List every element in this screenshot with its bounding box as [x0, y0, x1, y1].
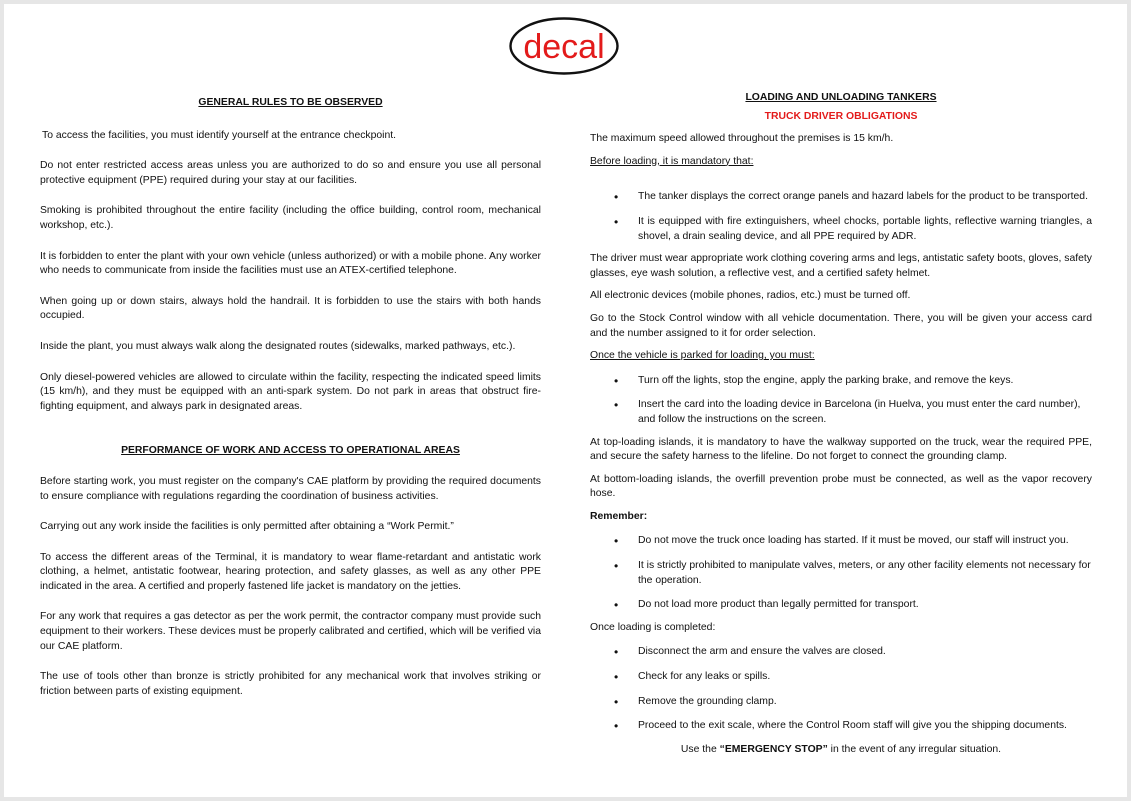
emergency-pre-text: Use the — [680, 743, 720, 755]
list-item: • Check for any leaks or spills. — [590, 670, 1092, 685]
remember-list — [590, 534, 1092, 612]
list-item: • Turn off the lights, stop the engine, apply the parking brake, and remove the keys. — [590, 374, 1092, 389]
list-item: • Do not move the truck once loading has started. If it must be moved, our staff will instruct you. — [590, 534, 1092, 549]
right-column — [590, 91, 1092, 757]
work-heading: PERFORMANCE OF WORK AND ACCESS TO OPERATIONAL AREAS — [121, 445, 460, 457]
rule-ppe-terminal: To access the different areas of the Terminal, it is mandatory to wear flame-retardant and antistatic work clothing, a helmet, antistatic footwear, hearing protection, and safety glasses, as well as any other PPE indicated in the area. A certified and properly fastened life jacket is mandatory on the jetties. — [40, 551, 541, 592]
stock-control-text: Go to the Stock Control window with all vehicle documentation. There, you will be given your access card and the number assigned to it for order selection. — [590, 312, 1092, 339]
driver-clothing-text: The driver must wear appropriate work clothing covering arms and legs, antistatic safety boots, gloves, safety glasses, eye wash solution, a reflective vest, and a certified safety helmet. — [590, 253, 1092, 279]
once-parked-list — [590, 374, 1092, 428]
list-item: • Insert the card into the loading device in Barcelona (in Huelva, you must enter the card number), and follow the instructions on the screen. — [590, 398, 1092, 427]
loading-completed-label: Once loading is completed: — [590, 621, 716, 633]
list-item: • The tanker displays the correct orange panels and hazard labels for the product to be transported. — [590, 190, 1092, 205]
before-loading-label: Before loading, it is mandatory that: — [590, 155, 754, 167]
speed-limit-text: The maximum speed allowed throughout the premises is 15 km/h. — [590, 133, 894, 145]
list-item: • Proceed to the exit scale, where the Control Room staff will give you the shipping documents. — [590, 719, 1092, 734]
rule-smoking: Smoking is prohibited throughout the entire facility (including the office building, control room, mechanical workshop, etc.). — [40, 205, 541, 231]
rule-walkways: Inside the plant, you must always walk along the designated routes (sidewalks, marked pathways, etc.). — [40, 340, 516, 352]
rule-restricted-areas: Do not enter restricted access areas unless you are authorized to do so and ensure you use all personal protective equipment (PPE) required during your stay at our facilities. — [40, 160, 541, 186]
emergency-post-text: in the event of any irregular situation. — [827, 743, 1002, 755]
list-item: • Remove the grounding clamp. — [590, 695, 1092, 710]
rule-diesel-vehicles: Only diesel-powered vehicles are allowed to circulate within the facility, respecting the indicated speed limits (15 km/h), and they must be equipped with an anti-spark system. Do not park in areas that obstruct fire-fighting equipment, and always park in designated areas. — [40, 371, 541, 412]
remember-label: Remember: — [590, 510, 648, 522]
list-item: • Disconnect the arm and ensure the valves are closed. — [590, 645, 1092, 660]
rule-gas-detector: For any work that requires a gas detector as per the work permit, the contractor company must provide such equipment to their workers. These devices must be properly calibrated and certified, which will be verified via our CAE platform. — [40, 611, 541, 652]
tankers-heading: LOADING AND UNLOADING TANKERS — [745, 92, 937, 103]
rule-vehicle-phone: It is forbidden to enter the plant with your own vehicle (unless authorized) or with a mobile phone. Any worker who needs to communicate from inside the facilities must use an ATEX-certified telephone. — [40, 250, 541, 277]
list-item: • It is strictly prohibited to manipulate valves, meters, or any other facility elements not necessary for the operation. — [590, 559, 1092, 588]
top-loading-text: At top-loading islands, it is mandatory to have the walkway supported on the truck, wear the required PPE, and secure the safety harness to the lifeline. Do not forget to connect the grounding clamp. — [590, 436, 1092, 463]
decal-logo — [509, 17, 619, 75]
document-page — [4, 4, 1127, 797]
before-loading-list — [590, 190, 1092, 244]
bottom-loading-text: At bottom-loading islands, the overfill prevention probe must be connected, as well as the vapor recovery hose. — [590, 473, 1092, 500]
emergency-stop-notice — [590, 743, 1092, 758]
logo-text: decal — [523, 28, 605, 66]
loading-completed-list — [590, 645, 1092, 733]
rule-identify: To access the facilities, you must identify yourself at the entrance checkpoint. — [42, 129, 397, 141]
general-rules-heading: GENERAL RULES TO BE OBSERVED — [198, 97, 383, 108]
list-item: • Do not load more product than legally permitted for transport. — [590, 598, 1092, 613]
rule-stairs: When going up or down stairs, always hold the handrail. It is forbidden to use the stairs with both hands occupied. — [40, 295, 541, 322]
rule-bronze-tools: The use of tools other than bronze is strictly prohibited for any mechanical work that involves striking or friction between parts of existing equipment. — [40, 671, 541, 697]
rule-work-permit: Carrying out any work inside the facilities is only permitted after obtaining a “Work Permit.” — [40, 521, 454, 533]
once-parked-label: Once the vehicle is parked for loading, you must: — [590, 350, 815, 362]
list-item: • It is equipped with fire extinguishers, wheel chocks, portable lights, reflective warning triangles, a shovel, a drain sealing device, and all PPE required by ADR. — [590, 215, 1092, 244]
rule-cae-registration: Before starting work, you must register on the company's CAE platform by providing the required documents to ensure compliance with regulations regarding the coordination of business activities. — [40, 475, 541, 502]
emergency-stop-label: “EMERGENCY STOP” — [719, 743, 828, 755]
driver-obligations-subheading: TRUCK DRIVER OBLIGATIONS — [764, 110, 918, 122]
devices-off-text: All electronic devices (mobile phones, radios, etc.) must be turned off. — [590, 290, 911, 302]
left-column — [40, 96, 541, 699]
